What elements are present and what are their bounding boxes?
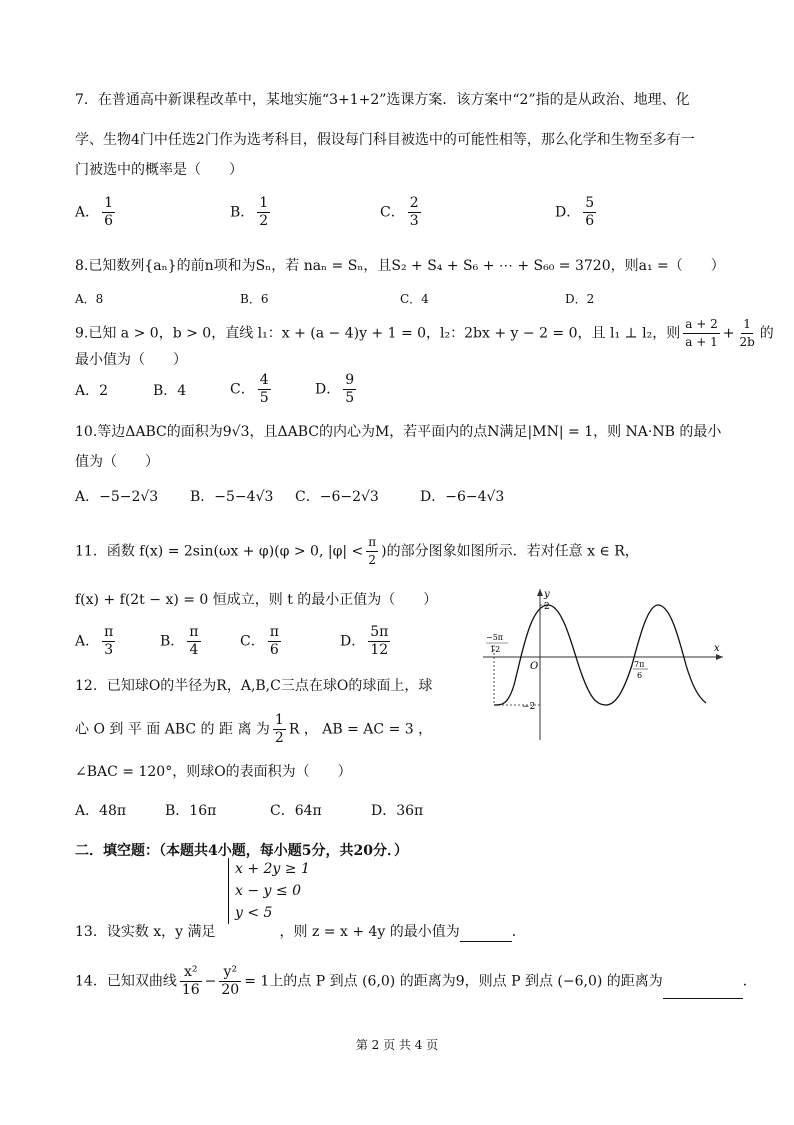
- section-2-heading: 二．填空题：（本题共4小题，每小题5分，共20分．）: [75, 843, 408, 859]
- q8-text: 8.已知数列{aₙ}的前n项和为Sₙ，若 naₙ = Sₙ，且S₂ + S₄ + S₆ + ⋯ + S₆₀ = 3720，则a₁ =（ ）: [75, 258, 725, 274]
- q13-inequality-2: x − y ≤ 0: [235, 883, 301, 899]
- q11-function: 11．函数 f(x) = 2sin(ωx + φ): [75, 543, 275, 560]
- q13-inequality-1: x + 2y ≥ 1: [235, 861, 310, 877]
- q11-line1-tail: )的部分图象如图所示．若对任意 x ∈ R，: [381, 543, 639, 560]
- numerator: π: [269, 624, 279, 640]
- q13-system: [228, 858, 310, 924]
- q10-line1: 10.等边ΔABC的面积为9√3，且ΔABC的内心为M，若平面内的点N满足|MN| = 1，则 NA·NB 的最小: [75, 424, 722, 440]
- q14-end: ．: [742, 973, 757, 990]
- option-label: A．: [75, 204, 100, 221]
- q9-fraction-1: [683, 316, 719, 351]
- fraction: [257, 195, 270, 230]
- q7-line2: 学、生物4门中任选2门作为选考科目，假设每门科目被选中的可能性相等，那么化学和生物至多有一: [75, 132, 695, 148]
- q8-option-b[interactable]: B．6: [240, 292, 269, 306]
- q11-option-c[interactable]: [240, 624, 284, 659]
- q13-answer-blank[interactable]: [460, 941, 512, 942]
- question-11: [75, 534, 639, 569]
- numerator: 2: [409, 195, 419, 211]
- denominator: 16: [181, 982, 200, 998]
- option-label: C．: [230, 381, 255, 398]
- q13-pre: 13．设实数 x，y 满足: [75, 924, 216, 940]
- denominator: 3: [409, 213, 419, 229]
- x-axis-label: x: [714, 643, 720, 654]
- question-7-line3: [75, 160, 243, 180]
- q11-condition: (φ > 0, |φ| <: [274, 543, 364, 560]
- q12-line2-wrap: [75, 712, 432, 747]
- fraction: [408, 195, 421, 230]
- left-tick-num: −5π: [486, 633, 504, 642]
- q7-option-b[interactable]: [230, 195, 273, 230]
- right-tick-den: 6: [637, 671, 643, 680]
- q12-line3: ∠BAC = 120°，则球O的表面积为（ ）: [75, 764, 352, 780]
- q11-line1-wrap: [75, 534, 639, 569]
- q10-option-d[interactable]: D．−6−4√3: [420, 489, 505, 505]
- q9-option-a[interactable]: A．2: [75, 383, 109, 399]
- page-footer: 第 2 页 共 4 页: [355, 1038, 439, 1052]
- q8-option-c[interactable]: C．4: [400, 292, 429, 306]
- x-axis-arrow: [716, 654, 723, 660]
- question-8: [75, 256, 725, 276]
- q12-fraction: [273, 712, 286, 747]
- y-axis-arrow: [537, 589, 543, 596]
- question-9-line2: [75, 350, 187, 370]
- denominator: 4: [189, 642, 199, 658]
- q11-option-d[interactable]: [340, 624, 393, 659]
- q9-fraction-2: [737, 316, 756, 351]
- origin-label: O: [530, 661, 539, 672]
- ymin-label: −2: [522, 702, 536, 712]
- q10-option-c[interactable]: C．−6−2√3: [295, 489, 379, 505]
- ymax-label: 2: [544, 602, 550, 612]
- numerator: 9: [345, 372, 355, 388]
- numerator: 1: [274, 712, 284, 728]
- numerator: 1: [741, 316, 753, 334]
- q9-option-c[interactable]: [230, 372, 274, 407]
- sine-graph: [478, 585, 728, 745]
- fraction: [343, 372, 356, 407]
- numerator: 5π: [370, 624, 389, 640]
- q14-line-wrap: [75, 964, 757, 999]
- denominator: 2: [368, 553, 377, 567]
- q10-line2: 值为（ ）: [75, 454, 159, 470]
- q11-option-b[interactable]: [160, 624, 204, 659]
- q9-option-b[interactable]: B．4: [153, 383, 187, 399]
- y-axis-label: y: [544, 589, 550, 600]
- q11-cond-fraction: [366, 534, 378, 569]
- q12-line1: 12．已知球O的半径为R，A,B,C三点在球O的球面上，球: [75, 678, 433, 694]
- fraction: [187, 624, 200, 659]
- q12-option-b[interactable]: B．16π: [165, 803, 217, 819]
- question-13: [75, 922, 526, 942]
- fraction: [258, 372, 271, 407]
- q12-option-d[interactable]: D．36π: [371, 803, 424, 819]
- q10-option-b[interactable]: B．−5−4√3: [190, 489, 274, 505]
- q7-option-d[interactable]: [555, 195, 599, 230]
- option-label: D．: [340, 633, 366, 650]
- denominator: 2: [274, 730, 284, 746]
- q7-line1: 7．在普通高中新课程改革中，某地实施“3+1+2”选课方案．该方案中“2”指的是从政治、地理、化: [75, 92, 690, 108]
- q9-tail: 的: [759, 325, 774, 342]
- option-label: D．: [555, 204, 581, 221]
- q12-line2b: R ， AB = AC = 3 ，: [288, 721, 433, 738]
- q14-answer-blank[interactable]: [663, 998, 743, 999]
- numerator: 4: [259, 372, 269, 388]
- numerator: x²: [183, 964, 198, 980]
- question-7-line2: [75, 130, 695, 150]
- numerator: y²: [223, 964, 238, 980]
- left-tick-den: 12: [490, 645, 501, 654]
- denominator: a + 1: [685, 335, 718, 349]
- q7-option-c[interactable]: [380, 195, 424, 230]
- q10-option-a[interactable]: A．−5−2√3: [75, 489, 159, 505]
- plus-sign: +: [722, 325, 735, 342]
- denominator: 12: [370, 642, 389, 658]
- numerator: 5: [585, 195, 595, 211]
- q14-mid: = 1上的点 P 到点 (6,0) 的距离为9，则点 P 到点 (−6,0) 的距离为: [244, 973, 663, 990]
- minus-sign: −: [204, 973, 217, 990]
- question-12: [75, 676, 432, 696]
- numerator: π: [189, 624, 199, 640]
- question-11-line2: [75, 590, 437, 610]
- option-label: C．: [240, 633, 265, 650]
- denominator: 3: [104, 642, 114, 658]
- fraction: [102, 624, 115, 659]
- option-label: B．: [160, 633, 185, 650]
- option-label: D．: [315, 381, 341, 398]
- q12-option-a[interactable]: A．48π: [75, 803, 127, 819]
- q11-line2: f(x) + f(2t − x) = 0 恒成立，则 t 的最小正值为（ ）: [75, 592, 438, 608]
- denominator: 20: [221, 982, 240, 998]
- right-tick-num: 7π: [634, 660, 645, 669]
- q13-line-wrap: [75, 922, 526, 942]
- q9-line1-wrap: [75, 316, 774, 351]
- question-14: [75, 964, 757, 999]
- option-label: A．: [75, 633, 100, 650]
- q9-option-d[interactable]: [315, 372, 359, 407]
- question-7: [75, 90, 690, 110]
- fraction: [102, 195, 115, 230]
- question-10: [75, 422, 721, 442]
- question-12-line2: [75, 712, 432, 747]
- q7-option-a[interactable]: [75, 195, 118, 230]
- numerator: 1: [104, 195, 114, 211]
- denominator: 2b: [739, 335, 755, 349]
- q13-inequality-3: y < 5: [235, 905, 273, 921]
- numerator: 1: [259, 195, 269, 211]
- q13-end: ．: [511, 924, 526, 940]
- denominator: 5: [345, 390, 355, 406]
- option-label: C．: [380, 204, 405, 221]
- q9-line2: 最小值为（ ）: [75, 352, 187, 368]
- fraction: [368, 624, 390, 659]
- q12-line2a: 心 O 到 平 面 ABC 的 距 离 为: [75, 721, 270, 738]
- numerator: π: [366, 534, 378, 552]
- q14-fraction-2: [219, 964, 241, 999]
- fraction: [583, 195, 596, 230]
- q12-option-c[interactable]: C．64π: [270, 803, 322, 819]
- fraction: [268, 624, 281, 659]
- q13-post: ，则 z = x + 4y 的最小值为: [279, 924, 460, 940]
- sine-curve: [494, 605, 706, 705]
- q7-line3: 门被选中的概率是（ ）: [75, 162, 243, 178]
- q8-option-a[interactable]: A．8: [75, 292, 104, 306]
- q11-option-a[interactable]: [75, 624, 118, 659]
- q9-line1: 9.已知 a > 0，b > 0，直线 l₁：x + (a − 4)y + 1 = 0，l₂：2bx + y − 2 = 0，且 l₁ ⊥ l₂，则: [75, 325, 681, 342]
- denominator: 5: [259, 390, 269, 406]
- denominator: 6: [585, 213, 595, 229]
- denominator: 2: [259, 213, 269, 229]
- q14-fraction-1: [180, 964, 202, 999]
- question-12-line3: [75, 762, 352, 782]
- denominator: 6: [269, 642, 279, 658]
- option-label: B．: [230, 204, 255, 221]
- question-10-line2: [75, 452, 159, 472]
- question-9: [75, 316, 774, 351]
- q14-pre: 14．已知双曲线: [75, 973, 177, 990]
- q8-option-d[interactable]: D．2: [565, 292, 595, 306]
- numerator: a + 2: [683, 316, 719, 334]
- denominator: 6: [104, 213, 114, 229]
- numerator: π: [104, 624, 114, 640]
